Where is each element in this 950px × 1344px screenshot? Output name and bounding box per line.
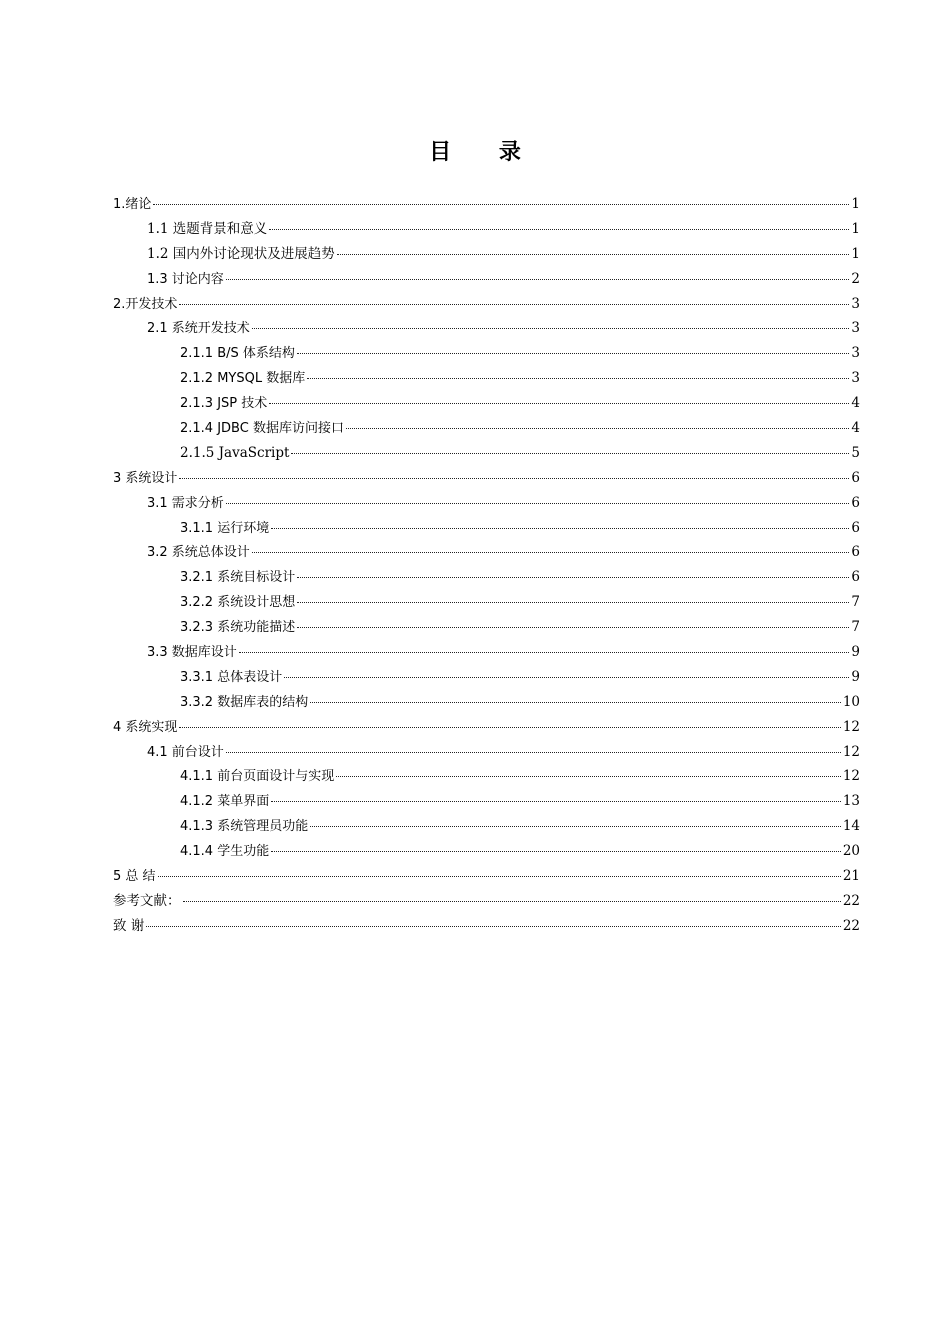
toc-entry-label: 3.2.1 系统目标设计: [180, 570, 296, 586]
toc-entry[interactable]: [113, 242, 860, 267]
toc-entry[interactable]: [113, 441, 860, 466]
toc-entry[interactable]: [113, 740, 860, 765]
toc-entry-label: 2.1.4 JDBC 数据库访问接口: [180, 421, 344, 437]
leader-dots: [337, 253, 850, 255]
toc-entry-label: 1.绪论: [113, 197, 152, 212]
toc-entry-page: 7: [851, 594, 860, 611]
toc-entry[interactable]: [113, 540, 860, 565]
leader-dots: [271, 850, 841, 852]
toc-entry-label: 3.2.2 系统设计思想: [180, 595, 296, 611]
toc-entry-page: 5: [851, 444, 860, 461]
toc-entry-page: 1: [851, 196, 860, 212]
toc-entry-page: 3: [851, 345, 860, 362]
leader-dots: [179, 726, 840, 728]
toc-entry-page: 7: [851, 619, 860, 636]
toc-entry-page: 4: [851, 420, 860, 437]
toc-entry-label: 3.1.1 运行环境: [180, 520, 270, 536]
toc-entry-page: 6: [851, 519, 860, 536]
toc-entry[interactable]: [113, 341, 860, 366]
toc-entry-label: 致 谢: [113, 917, 145, 934]
toc-entry-page: 6: [851, 469, 860, 486]
toc-entry-page: 20: [842, 843, 860, 860]
toc-entry[interactable]: [113, 615, 860, 640]
toc-entry-label: 4.1.1 前台页面设计与实现: [180, 769, 335, 785]
toc-entry[interactable]: [113, 316, 860, 341]
toc-entry[interactable]: [113, 416, 860, 441]
toc-entry-page: 6: [851, 494, 860, 511]
toc-entry-page: 6: [851, 544, 860, 561]
toc-entry-label: 4.1.2 菜单界面: [180, 794, 270, 810]
toc-entry[interactable]: [113, 814, 860, 839]
toc-entry-label: 4.1.4 学生功能: [180, 844, 270, 860]
leader-dots: [146, 925, 841, 927]
toc-entry[interactable]: [113, 192, 860, 217]
leader-dots: [307, 377, 849, 379]
leader-dots: [183, 900, 841, 902]
toc-entry-label: 1.1 选题背景和意义: [147, 220, 268, 237]
toc-entry[interactable]: [113, 590, 860, 615]
toc-entry[interactable]: [113, 391, 860, 416]
toc-entry[interactable]: [113, 466, 860, 491]
toc-entry-page: 2: [851, 270, 860, 287]
leader-dots: [179, 303, 849, 305]
toc-entry[interactable]: [113, 491, 860, 516]
toc-entry-label: 3.3.2 数据库表的结构: [180, 694, 309, 710]
toc-entry-page: 3: [851, 370, 860, 387]
toc-entry-page: 21: [842, 868, 860, 885]
toc-entry[interactable]: [113, 889, 860, 914]
toc-entry-label: 2.1.1 B/S 体系结构: [180, 346, 295, 362]
leader-dots: [269, 228, 849, 230]
toc-entry[interactable]: [113, 267, 860, 292]
toc-entry[interactable]: [113, 914, 860, 939]
leader-dots: [284, 676, 849, 678]
toc-entry-label: 3.2.3 系统功能描述: [180, 620, 296, 636]
toc-entry-page: 12: [842, 718, 860, 735]
leader-dots: [226, 502, 850, 504]
toc-entry[interactable]: [113, 565, 860, 590]
toc-entry[interactable]: [113, 665, 860, 690]
toc-entry-page: 22: [842, 892, 860, 909]
leader-dots: [226, 278, 850, 280]
toc-entry-page: 12: [842, 768, 860, 785]
leader-dots: [239, 651, 850, 653]
toc-entry-label: 2.1.3 JSP 技术: [180, 396, 268, 412]
table-of-contents: [113, 192, 860, 939]
toc-title: 目 录: [429, 140, 541, 165]
leader-dots: [336, 775, 841, 777]
leader-dots: [269, 402, 849, 404]
toc-entry-page: 1: [851, 220, 860, 237]
toc-entry-label: 2.1 系统开发技术: [147, 321, 250, 337]
toc-entry[interactable]: [113, 764, 860, 789]
leader-dots: [271, 527, 849, 529]
leader-dots: [297, 626, 849, 628]
toc-entry[interactable]: [113, 292, 860, 317]
toc-entry-page: 12: [842, 743, 860, 760]
toc-entry[interactable]: [113, 690, 860, 715]
toc-entry-label: 5 总 结: [113, 869, 156, 885]
toc-entry-label: 1.3 讨论内容: [147, 271, 224, 287]
toc-entry-label: 3 系统设计: [113, 470, 178, 486]
toc-entry-label: 2.1.5 JavaScript: [180, 444, 290, 461]
toc-entry-label: 3.3 数据库设计: [147, 645, 237, 661]
toc-entry[interactable]: [113, 217, 860, 242]
toc-entry[interactable]: [113, 789, 860, 814]
toc-entry-page: 14: [842, 818, 860, 835]
toc-entry[interactable]: [113, 366, 860, 391]
leader-dots: [310, 825, 841, 827]
toc-entry-page: 13: [842, 793, 860, 810]
toc-entry[interactable]: [113, 516, 860, 541]
leader-dots: [346, 427, 849, 429]
toc-entry[interactable]: [113, 839, 860, 864]
toc-entry-label: 2.开发技术: [113, 296, 178, 312]
toc-entry-page: 10: [842, 693, 860, 710]
toc-entry-page: 3: [851, 295, 860, 312]
toc-entry-page: 3: [851, 320, 860, 337]
toc-entry-page: 22: [842, 917, 860, 934]
toc-entry-label: 1.2 国内外讨论现状及进展趋势: [147, 245, 335, 262]
toc-entry-label: 4.1 前台设计: [147, 744, 224, 760]
leader-dots: [297, 576, 849, 578]
leader-dots: [226, 751, 841, 753]
toc-entry[interactable]: [113, 715, 860, 740]
toc-entry-label: 3.2 系统总体设计: [147, 545, 250, 561]
leader-dots: [158, 875, 841, 877]
leader-dots: [252, 327, 850, 329]
toc-entry-label: 4.1.3 系统管理员功能: [180, 819, 309, 835]
toc-entry-label: 4 系统实现: [113, 719, 178, 735]
toc-entry-page: 9: [851, 644, 860, 661]
leader-dots: [291, 452, 849, 454]
leader-dots: [271, 800, 841, 802]
leader-dots: [153, 203, 849, 205]
toc-entry-label: 3.3.1 总体表设计: [180, 669, 283, 685]
toc-entry-page: 1: [851, 245, 860, 262]
toc-entry[interactable]: [113, 864, 860, 889]
toc-entry-label: 2.1.2 MYSQL 数据库: [180, 371, 306, 387]
leader-dots: [297, 352, 850, 354]
leader-dots: [252, 551, 850, 553]
toc-entry-page: 4: [851, 395, 860, 412]
toc-entry[interactable]: [113, 640, 860, 665]
leader-dots: [297, 601, 849, 603]
leader-dots: [310, 701, 841, 703]
toc-entry-page: 9: [851, 668, 860, 685]
leader-dots: [179, 477, 849, 479]
toc-entry-label: 参考文献：: [113, 892, 181, 909]
toc-entry-page: 6: [851, 569, 860, 586]
toc-entry-label: 3.1 需求分析: [147, 495, 224, 511]
